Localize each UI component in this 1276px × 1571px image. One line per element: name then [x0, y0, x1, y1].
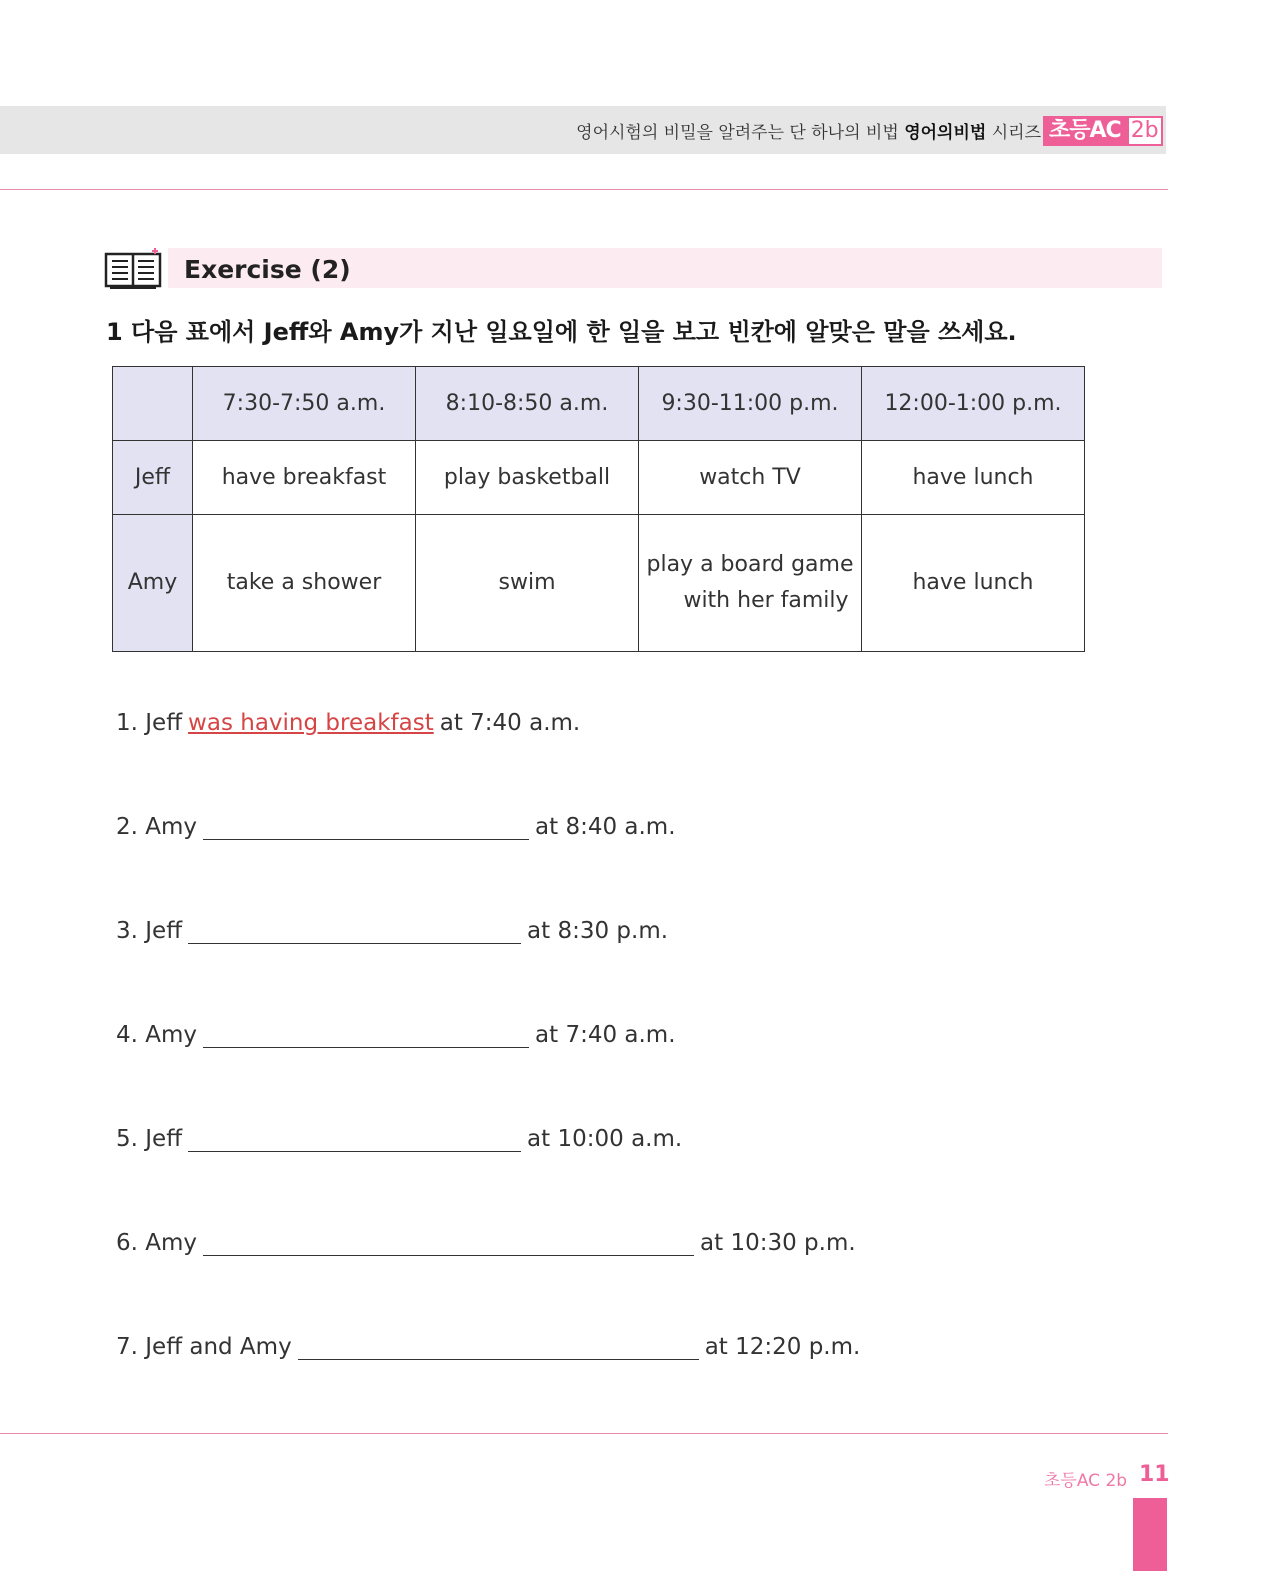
question-suffix: at 10:00 a.m. [527, 1126, 683, 1152]
question-suffix: at 8:30 p.m. [527, 918, 669, 944]
time-header: 8:10-8:50 a.m. [416, 367, 639, 441]
question-prefix: 2. Amy [116, 814, 198, 840]
example-answer: was having breakfast [188, 710, 434, 736]
question-prefix: 6. Amy [116, 1230, 198, 1256]
question-2 [116, 814, 676, 840]
answer-blank[interactable] [203, 817, 529, 840]
activity-cell: have lunch [862, 515, 1085, 652]
answer-blank[interactable] [203, 1233, 694, 1256]
row-name-cell: Jeff [113, 441, 193, 515]
series-suffix: 시리즈 [991, 123, 1041, 143]
question-prefix: 7. Jeff and Amy [116, 1334, 292, 1360]
activity-line: play a board game [646, 552, 854, 577]
question-prefix: 1. Jeff [116, 710, 183, 736]
answer-blank[interactable] [203, 1025, 529, 1048]
activity-cell: play basketball [416, 441, 639, 515]
instruction-text: 1 다음 표에서 Jeff와 Amy가 지난 일요일에 한 일을 보고 빈칸에 알맞은 말을 쓰세요. [106, 318, 1017, 346]
footer-label: 초등AC 2b [1044, 1471, 1128, 1491]
footer-tab [1133, 1498, 1167, 1571]
question-suffix: at 8:40 a.m. [535, 814, 676, 840]
badge-main: 초등AC [1043, 116, 1127, 146]
question-1 [116, 710, 580, 736]
question-suffix: at 7:40 a.m. [439, 710, 581, 736]
page-number: 11 [1139, 1462, 1170, 1487]
activity-cell: take a shower [193, 515, 416, 652]
row-name-cell: Amy [113, 515, 193, 652]
question-6 [116, 1230, 856, 1256]
question-3 [116, 918, 668, 944]
series-badge [1043, 116, 1163, 146]
header-rule [0, 189, 1168, 190]
footer-rule [0, 1433, 1168, 1434]
header-tagline [576, 118, 1041, 143]
time-header: 9:30-11:00 p.m. [639, 367, 862, 441]
question-7 [116, 1334, 860, 1360]
answer-blank[interactable] [188, 921, 521, 944]
table-row [113, 515, 1085, 652]
question-suffix: at 12:20 p.m. [704, 1334, 861, 1360]
question-5 [116, 1126, 682, 1152]
answer-blank[interactable] [188, 1129, 521, 1152]
question-suffix: at 7:40 a.m. [535, 1022, 676, 1048]
question-prefix: 3. Jeff [116, 918, 183, 944]
activity-line: with her family [683, 588, 849, 613]
activity-cell [639, 515, 862, 652]
brand-text: 영어의비법 [904, 123, 987, 143]
time-header: 12:00-1:00 p.m. [862, 367, 1085, 441]
schedule-table [112, 366, 1085, 652]
tagline-text: 영어시험의 비밀을 알려주는 단 하나의 비법 [576, 123, 899, 143]
time-header: 7:30-7:50 a.m. [193, 367, 416, 441]
activity-cell: have breakfast [193, 441, 416, 515]
table-header-row [113, 367, 1085, 441]
question-prefix: 5. Jeff [116, 1126, 183, 1152]
exercise-title: Exercise (2) [184, 255, 351, 284]
table-corner-cell [113, 367, 193, 441]
activity-cell: watch TV [639, 441, 862, 515]
book-icon [104, 246, 162, 290]
activity-cell: swim [416, 515, 639, 652]
answer-blank[interactable] [298, 1337, 699, 1360]
badge-level: 2b [1127, 116, 1163, 146]
question-suffix: at 10:30 p.m. [700, 1230, 856, 1256]
activity-cell: have lunch [862, 441, 1085, 515]
question-prefix: 4. Amy [116, 1022, 198, 1048]
question-4 [116, 1022, 676, 1048]
table-row [113, 441, 1085, 515]
